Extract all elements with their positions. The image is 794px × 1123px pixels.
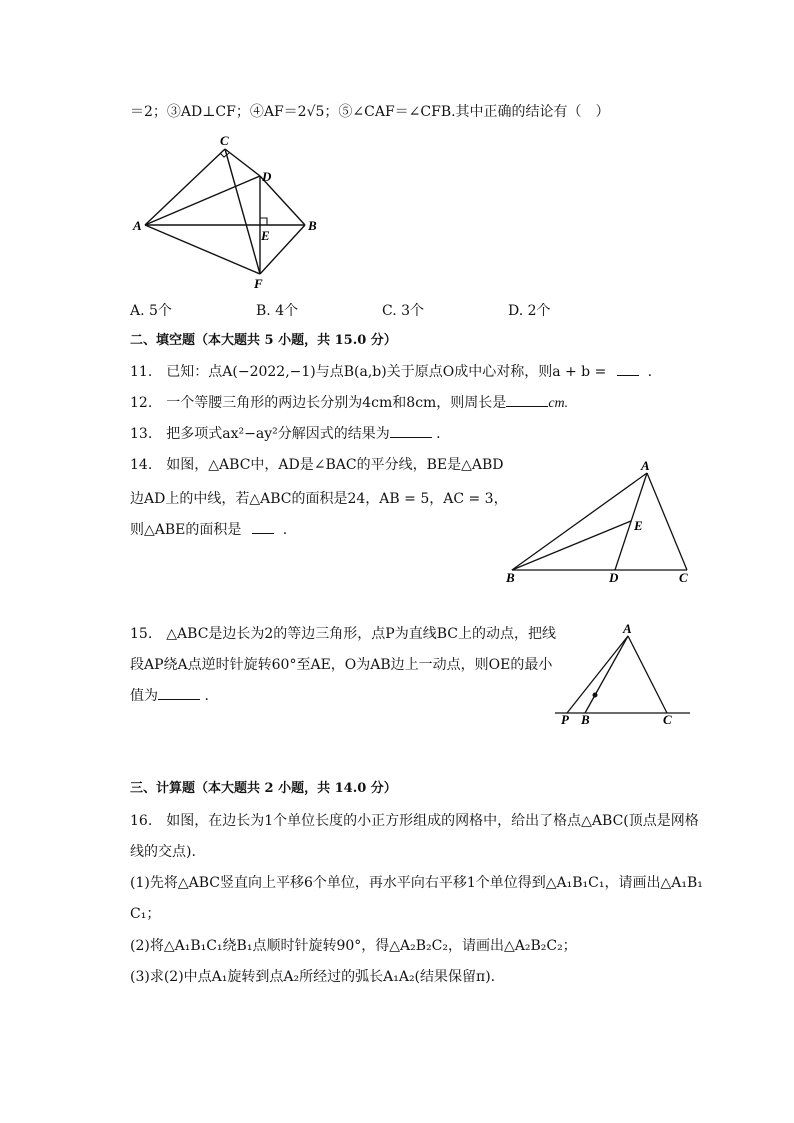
- q15-line2: 段AP绕A点逆时针旋转60°至AE，O为AB边上一动点，则OE的最小: [130, 657, 553, 673]
- q15-blank[interactable]: [158, 699, 200, 700]
- q13: [130, 424, 441, 444]
- q10-figure: [130, 128, 330, 291]
- q10-label-d: D: [262, 169, 272, 184]
- q16-line3: (1)先将△ABC竖直向上平移6个单位，再水平向右平移1个单位得到△A₁B₁C₁，请画出△A₁B₁: [130, 875, 703, 891]
- q16-line2: 线的交点).: [130, 844, 196, 860]
- q10-label-e: E: [261, 228, 270, 243]
- q16-line5: (2)将△A₁B₁C₁绕B₁点顺时针旋转90°，得△A₂B₂C₂，请画出△A₂B₂C₂；: [130, 938, 577, 954]
- q15-label-c: C: [663, 712, 672, 727]
- q14-line2: 边AD上的中线，若△ABC的面积是24，AB = 5，AC = 3，: [130, 491, 508, 507]
- q14-label-a: A: [641, 458, 650, 473]
- q10-option-c: C. 3个: [382, 303, 425, 319]
- q15-line1: 15. △ABC是边长为2的等边三角形，点P为直线BC上的动点，把线: [130, 626, 556, 642]
- q15-label-b: B: [581, 712, 590, 727]
- q13-text: 13. 把多项式ax²−ay²分解因式的结果为: [130, 426, 390, 442]
- q10-continuation: ＝2；③AD⊥CF；④AF＝2√5；⑤∠CAF＝∠CFB.其中正确的结论有（ ）: [130, 104, 610, 120]
- q10-label-f: F: [254, 276, 263, 291]
- q15-point-o: [593, 693, 598, 698]
- q13-period: .: [431, 426, 441, 442]
- q14-label-d: D: [609, 570, 619, 585]
- q11-blank[interactable]: [617, 375, 639, 376]
- q12-text: 12. 一个等腰三角形的两边长分别为4cm和8cm，则周长是: [130, 395, 507, 411]
- q11-period: .: [643, 364, 653, 380]
- q12: [130, 393, 568, 414]
- q10-option-b: B. 4个: [256, 303, 299, 319]
- q11: [130, 362, 652, 382]
- q13-blank[interactable]: [390, 437, 432, 438]
- q15-line3-wrap: [130, 686, 209, 706]
- q16-line6: (3)求(2)中点A₁旋转到点A₂所经过的弧长A₁A₂(结果保留π).: [130, 969, 496, 985]
- q16-line4: C₁；: [130, 906, 161, 922]
- q14-blank[interactable]: [252, 533, 274, 534]
- q14-period: .: [278, 522, 288, 538]
- q15-period: .: [200, 688, 209, 704]
- section3-title: 三、计算题（本大题共 2 小题，共 14.0 分）: [130, 781, 397, 796]
- q11-text: 11. 已知：点A(−2022,−1)与点B(a,b)关于原点O成中心对称，则a + b =: [130, 364, 607, 380]
- q14-label-c: C: [679, 570, 688, 585]
- q14-label-b: B: [506, 570, 515, 585]
- q15-figure: [555, 622, 695, 732]
- q10-option-d: D. 2个: [508, 303, 551, 319]
- q10-label-b: B: [308, 218, 317, 233]
- q10-option-a: A. 5个: [130, 303, 172, 319]
- q15-label-p: P: [561, 712, 569, 727]
- section2-title: 二、填空题（本大题共 5 小题，共 15.0 分）: [130, 333, 397, 348]
- q14-figure: [500, 460, 700, 585]
- q14-label-e: E: [634, 518, 643, 533]
- q15-label-a: A: [623, 621, 632, 636]
- q15-line3: 值为: [130, 688, 158, 704]
- q12-blank[interactable]: [506, 406, 548, 407]
- q16-line1: 16. 如图，在边长为1个单位长度的小正方形组成的网格中，给出了格点△ABC(顶点是网格: [130, 813, 699, 829]
- q12-unit: cm.: [548, 396, 569, 411]
- q14-line3: 则△ABE的面积是: [130, 522, 242, 538]
- q10-label-c: C: [220, 133, 229, 148]
- q14-line1: 14. 如图，△ABC中，AD是∠BAC的平分线，BE是△ABD: [130, 457, 504, 473]
- q14-line3-wrap: [130, 520, 287, 540]
- q10-label-a: A: [133, 218, 142, 233]
